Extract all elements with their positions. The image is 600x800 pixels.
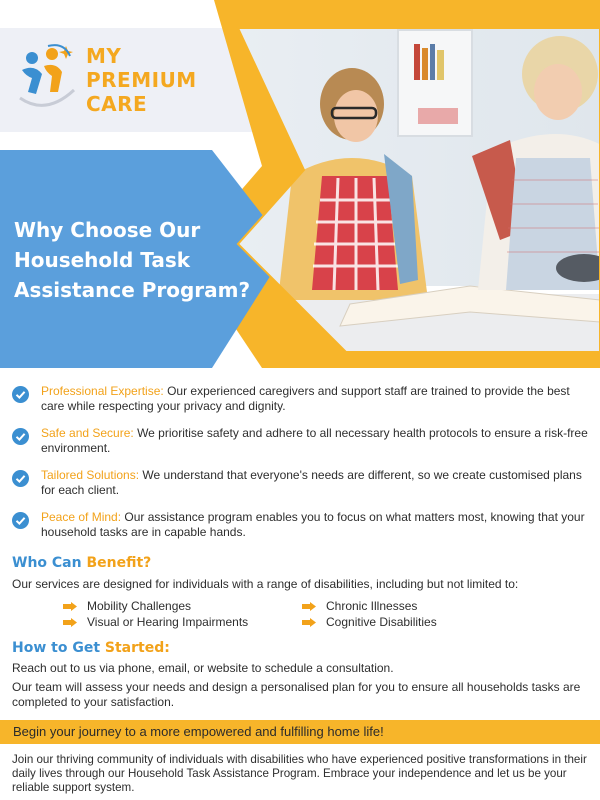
benefit-title: Tailored Solutions: (41, 468, 140, 482)
condition-text: Cognitive Disabilities (326, 615, 437, 629)
benefit-title: Peace of Mind: (41, 510, 122, 524)
brand-name (86, 44, 197, 116)
benefit-item (12, 468, 590, 498)
benefits-list (12, 384, 590, 552)
condition-item (63, 599, 191, 614)
start-heading (12, 640, 170, 656)
start-heading-highlight: Started: (104, 640, 170, 656)
check-circle-icon (12, 428, 29, 445)
check-circle-icon (12, 386, 29, 403)
arrow-bullet-icon (302, 602, 316, 611)
who-heading (12, 555, 151, 571)
arrow-bullet-icon (63, 618, 77, 627)
start-paragraph-1: Reach out to us via phone, email, or website to schedule a consultation. (12, 661, 394, 675)
benefit-item (12, 384, 590, 414)
brand-line-2: PREMIUM (86, 68, 197, 92)
cta-banner-text: Begin your journey to a more empowered and fulfilling home life! (13, 724, 384, 739)
check-circle-icon (12, 512, 29, 529)
check-circle-icon (12, 470, 29, 487)
cta-banner (0, 720, 600, 744)
brand-line-3: CARE (86, 92, 148, 116)
start-paragraph-2: Our team will assess your needs and design a personalised plan for you to ensure all households tasks are completed to your satisfaction. (12, 680, 581, 709)
condition-text: Visual or Hearing Impairments (87, 615, 249, 629)
benefit-title: Safe and Secure: (41, 426, 134, 440)
hero-title-line-3: Assistance Program? (14, 278, 251, 302)
hero-title-line-1: Why Choose Our (14, 218, 201, 242)
benefit-text: Our experienced caregivers and support staff are trained to provide the best care while respecting your privacy and dignity. (41, 384, 570, 413)
hero-title-line-2: Household Task (14, 248, 191, 272)
benefit-item (12, 426, 590, 456)
who-heading-main: Who Can (12, 555, 87, 571)
arrow-bullet-icon (302, 618, 316, 627)
condition-text: Chronic Illnesses (326, 599, 418, 613)
closing-paragraph: Join our thriving community of individuals with disabilities who have experienced positive transformations in their daily lives through our Household Task Assistance Program. Embrace your independence and let us be your reliable support system. (12, 753, 587, 794)
condition-item (302, 615, 437, 630)
hero-section (0, 0, 600, 368)
start-heading-main: How to Get (12, 640, 105, 656)
brand-logo (12, 40, 212, 120)
condition-item (302, 599, 417, 614)
hero-title (14, 215, 254, 305)
brand-line-1: MY (86, 44, 122, 68)
arrow-bullet-icon (63, 602, 77, 611)
condition-text: Mobility Challenges (87, 599, 192, 613)
benefit-title: Professional Expertise: (41, 384, 164, 398)
benefit-text: We prioritise safety and adhere to all necessary health protocols to ensure a risk-free environment. (41, 426, 588, 455)
benefit-text: We understand that everyone's needs are different, so we create customised plans for each client. (41, 468, 582, 497)
who-intro: Our services are designed for individuals with a range of disabilities, including but not limited to: (12, 577, 519, 591)
people-logo-icon (12, 40, 82, 112)
condition-item (63, 615, 248, 630)
who-heading-highlight: Benefit? (86, 555, 152, 571)
benefit-text: Our assistance program enables you to focus on what matters most, knowing that your household tasks are in capable hands. (41, 510, 585, 539)
benefit-item (12, 510, 590, 540)
